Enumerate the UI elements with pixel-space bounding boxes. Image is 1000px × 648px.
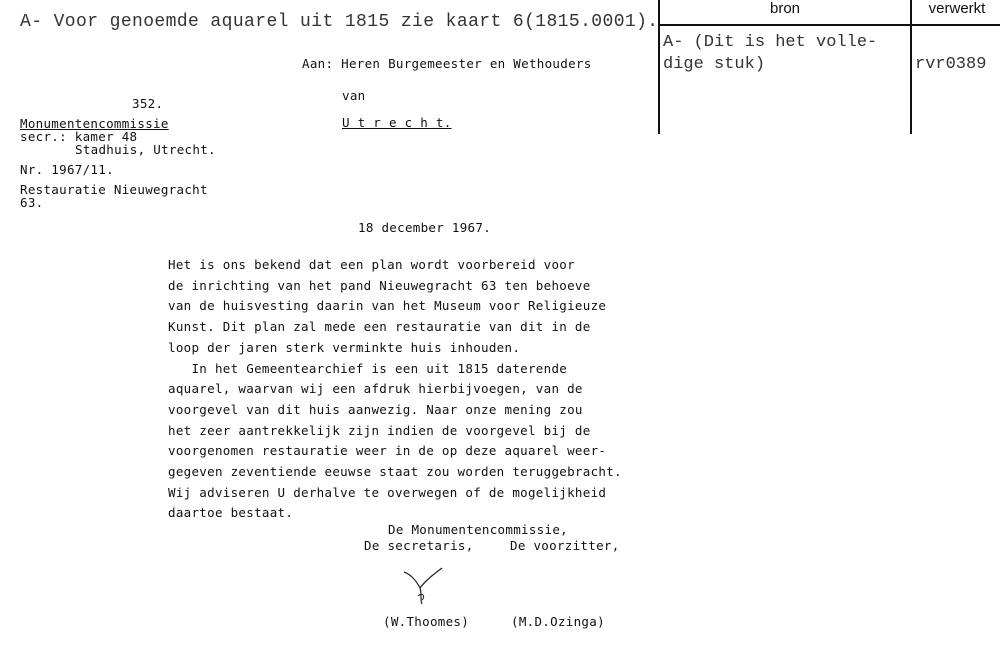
body-line: het zeer aantrekkelijk zijn indien de voorgevel bij de bbox=[168, 422, 591, 438]
body-line: loop der jaren sterk verminkte huis inhouden. bbox=[168, 339, 521, 355]
source-cell-line-2: dige stuk) bbox=[663, 55, 766, 74]
subject-line-2: 63. bbox=[20, 195, 44, 210]
sender-address: Stadhuis, Utrecht. bbox=[75, 142, 216, 157]
secretary-name: (W.Thoomes) bbox=[383, 614, 470, 629]
source-table bbox=[658, 0, 1000, 134]
source-cell-line-1: A- (Dit is het volle- bbox=[663, 33, 878, 52]
body-line: de inrichting van het pand Nieuwegracht 63 ten behoeve bbox=[168, 277, 591, 293]
body-line: daartoe bestaat. bbox=[168, 505, 294, 521]
closing-organisation: De Monumentencommissie, bbox=[388, 522, 568, 537]
handwritten-signature bbox=[400, 566, 460, 606]
body-line: aquarel, waarvan wij een afdruk hierbijvoegen, van de bbox=[168, 381, 583, 397]
sender-room: secr.: kamer 48 bbox=[20, 129, 138, 144]
column-header-verwerkt: verwerkt bbox=[928, 0, 986, 17]
letter-number: 352. bbox=[132, 96, 164, 111]
body-line: gegeven zeventiende eeuwse staat zou worden teruggebracht. bbox=[168, 464, 622, 479]
processed-cell: rvr0389 bbox=[915, 55, 987, 74]
addressee-van: van bbox=[342, 88, 366, 103]
closing-secretary-title: De secretaris, bbox=[364, 538, 474, 553]
body-line: In het Gemeentearchief is een uit 1815 daterende bbox=[168, 360, 568, 376]
addressee-city: U t r e c h t. bbox=[342, 115, 452, 130]
body-line: voorgevel van dit huis aanwezig. Naar onze mening zou bbox=[168, 401, 583, 417]
body-line: voorgenomen restauratie weer in de op deze aquarel weer- bbox=[168, 443, 607, 459]
body-line: Kunst. Dit plan zal mede een restauratie van dit in de bbox=[168, 319, 591, 335]
body-line: Het is ons bekend dat een plan wordt voorbereid voor bbox=[168, 257, 575, 272]
sender-name: Monumentencommissie bbox=[20, 116, 169, 131]
source-table-header bbox=[660, 0, 1000, 26]
chair-name: (M.D.Ozinga) bbox=[511, 614, 605, 629]
closing-chair-title: De voorzitter, bbox=[510, 538, 620, 553]
column-header-bron: bron bbox=[769, 0, 801, 17]
column-divider bbox=[910, 0, 912, 134]
addressee: Aan: Heren Burgemeester en Wethouders bbox=[302, 56, 592, 71]
body-line: van de huisvesting daarin van het Museum voor Religieuze bbox=[168, 298, 607, 314]
reference-number: Nr. 1967/11. bbox=[20, 162, 114, 177]
subject-line-1: Restauratie Nieuwegracht bbox=[20, 182, 208, 197]
body-line: Wij adviseren U derhalve te overwegen of de mogelijkheid bbox=[168, 484, 607, 500]
letter-date: 18 december 1967. bbox=[358, 220, 492, 235]
header-note: A- Voor genoemde aquarel uit 1815 zie kaart 6(1815.0001). bbox=[20, 12, 659, 32]
